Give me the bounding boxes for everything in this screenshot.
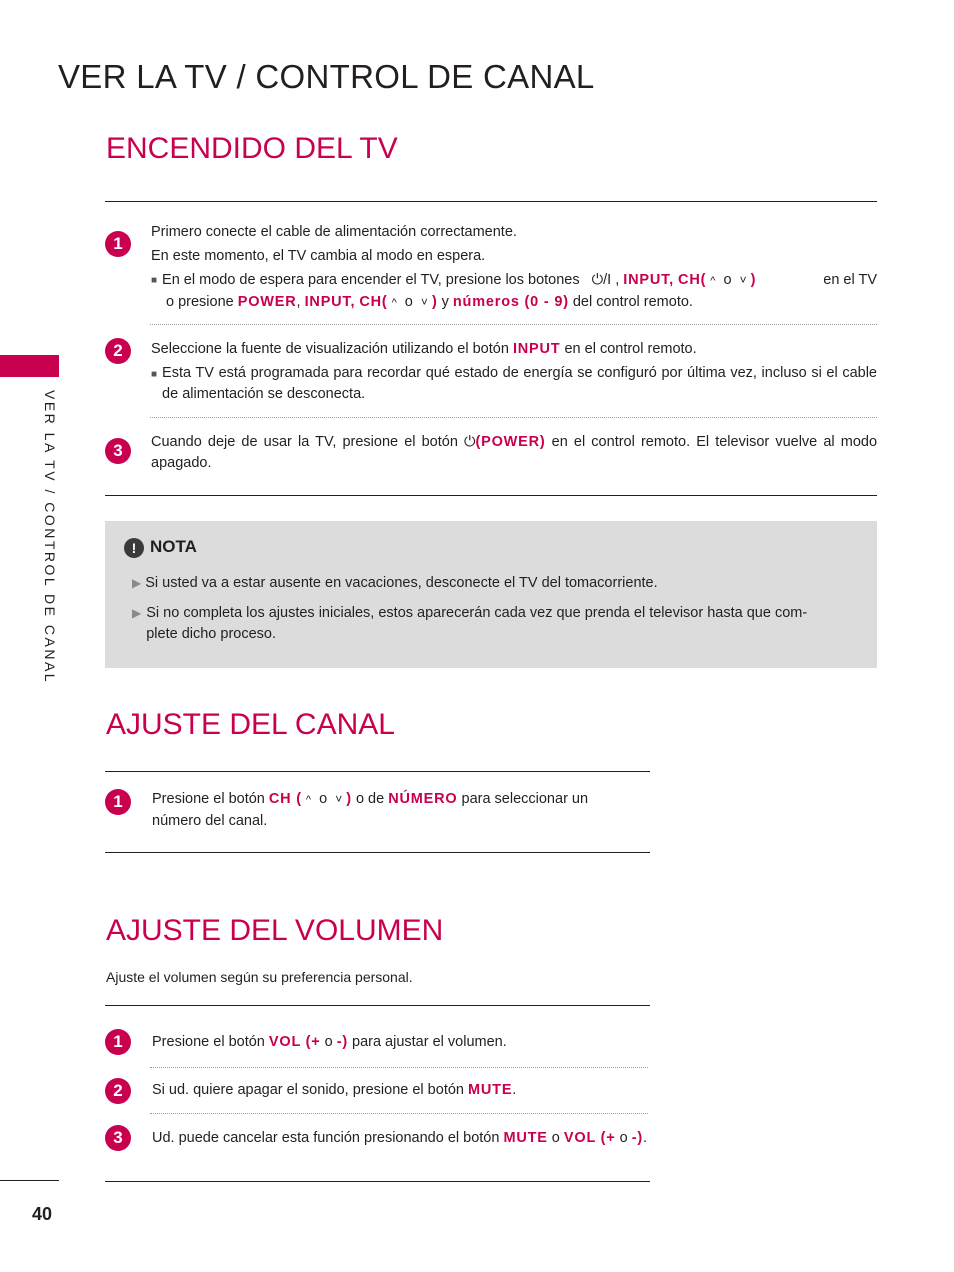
step-number: 2	[105, 1078, 131, 1104]
square-bullet-icon: ■	[151, 275, 158, 286]
vol-label: VOL (+	[268, 1034, 321, 1050]
sidebar-accent-bar	[0, 355, 59, 377]
step-2-text	[151, 339, 877, 405]
step-1-text	[151, 222, 877, 314]
canal-step-1-text	[152, 789, 632, 832]
volumen-step-2-text	[152, 1080, 516, 1101]
bullet-text: o presione	[166, 294, 234, 310]
footer-rule	[0, 1180, 59, 1181]
minus-label: -)	[631, 1130, 643, 1146]
close-paren: )	[431, 294, 438, 310]
page-title: VER LA TV / CONTROL DE CANAL	[58, 58, 595, 95]
volumen-step-3-text	[152, 1128, 647, 1149]
power-label: (POWER)	[475, 434, 546, 450]
section-title-canal: AJUSTE DEL CANAL	[106, 708, 395, 741]
separator: ,	[611, 272, 620, 288]
step-2-bullet	[151, 363, 877, 405]
o-text: o	[404, 294, 413, 310]
numero-label: NÚMERO	[388, 791, 458, 807]
mute-label: MUTE	[503, 1130, 548, 1146]
ch-label: CH (	[268, 791, 302, 807]
sidebar-label: VER LA TV / CONTROL DE CANAL	[42, 390, 58, 685]
bullet-text-end: en el TV	[823, 272, 877, 288]
step-number: 1	[105, 231, 131, 257]
step-1-bullet-line-2: o presione POWER, INPUT, CH( ^ o ˅ ) y números (0 - 9) del control remoto.	[166, 294, 693, 310]
step-text-end: .	[642, 1130, 648, 1146]
step-text-end: en el control remoto.	[564, 341, 697, 357]
step-1-line-2: En este momento, el TV cambia al modo en espera.	[151, 248, 486, 264]
close-paren: )	[346, 791, 352, 807]
step-1-line-1: Primero conecte el cable de alimentación correctamente.	[151, 224, 517, 240]
volumen-intro: Ajuste el volumen según su preferencia personal.	[106, 969, 413, 985]
step-text: Seleccione la fuente de visualización utilizando el botón	[151, 341, 509, 357]
exclamation-icon: !	[124, 538, 144, 558]
volumen-step-1-text	[152, 1032, 507, 1053]
mute-label: MUTE	[468, 1082, 513, 1098]
note-title: NOTA	[150, 537, 197, 556]
y-text: y	[441, 294, 449, 310]
input-label: INPUT	[512, 341, 561, 357]
dotted-divider	[150, 1067, 648, 1068]
minus-label: -)	[336, 1034, 348, 1050]
ch-label: CH(	[678, 272, 707, 288]
step-number: 3	[105, 438, 131, 464]
chevron-up-icon: ^	[391, 297, 397, 309]
step-number: 1	[105, 789, 131, 815]
section-rule	[105, 1181, 650, 1182]
triangle-bullet-icon: ▶	[132, 576, 142, 590]
o-text: o	[619, 1130, 628, 1146]
step-text: Ud. puede cancelar esta función presionando el botón	[152, 1130, 500, 1146]
power-label: POWER	[237, 294, 297, 310]
input-label: INPUT	[623, 272, 670, 288]
note-item	[132, 573, 832, 594]
step-text-end: en el control remoto. El televisor vuelve al modo apagado.	[151, 434, 878, 471]
triangle-bullet-icon: ▶	[132, 606, 142, 620]
step-text: Presione el botón	[152, 791, 265, 807]
chevron-up-icon: ^	[710, 275, 716, 287]
dotted-divider	[150, 1113, 648, 1114]
step-number: 2	[105, 338, 131, 364]
step-2-line-1	[151, 339, 877, 360]
ch-label: CH(	[359, 294, 388, 310]
o-text: o	[551, 1130, 560, 1146]
o-text: o	[723, 272, 732, 288]
section-title-encendido: ENCENDIDO DEL TV	[106, 132, 398, 165]
step-text: Cuando deje de usar la TV, presione el botón	[151, 434, 458, 450]
step-text: Presione el botón	[152, 1034, 265, 1050]
vol-label: VOL (+	[563, 1130, 616, 1146]
section-rule	[105, 495, 877, 496]
section-rule	[105, 771, 650, 772]
chevron-up-icon: ^	[305, 794, 312, 806]
step-3-text	[151, 432, 877, 474]
power-icon: ⏻	[464, 434, 476, 450]
bullet-text: Esta TV está programada para recordar qué estado de energía se configuró por última vez, incluso si el cable de alimentación se desconecta.	[162, 365, 877, 402]
dotted-divider	[150, 417, 877, 418]
note-item-text: Si no completa los ajustes iniciales, estos aparecerán cada vez que prenda el televisor hasta que com-plete dicho proceso.	[146, 605, 808, 642]
step-text: Si ud. quiere apagar el sonido, presione el botón	[152, 1082, 464, 1098]
step-text-end: para ajustar el volumen.	[352, 1034, 507, 1050]
bullet-text-end: del control remoto.	[572, 294, 693, 310]
section-rule	[105, 201, 877, 202]
close-paren: )	[750, 272, 757, 288]
page-number: 40	[32, 1204, 53, 1224]
step-1-bullet-line-1: ■ En el modo de espera para encender el TV, presione los botones ⏻/I , INPUT, CH( ^ o ˅ ) en el TV	[151, 270, 877, 292]
dotted-divider	[150, 324, 877, 325]
input-label: INPUT	[304, 294, 351, 310]
section-rule	[105, 852, 650, 853]
bullet-text: En el modo de espera para encender el TV, presione los botones	[162, 272, 580, 288]
power-onoff-icon: ⏻/I	[591, 272, 612, 288]
chevron-down-icon: ˅	[739, 273, 747, 287]
section-title-volumen: AJUSTE DEL VOLUMEN	[106, 914, 444, 947]
note-box	[105, 521, 877, 668]
note-item-text: Si usted va a estar ausente en vacaciones, desconecte el TV del tomacorriente.	[145, 575, 658, 591]
chevron-down-icon: ˅	[420, 295, 428, 309]
chevron-down-icon: ˅	[335, 792, 343, 806]
numeros-label: números (0 - 9)	[452, 294, 569, 310]
step-text-end: .	[512, 1082, 517, 1098]
step-text-end: para seleccionar un número del canal.	[152, 791, 589, 829]
step-number: 3	[105, 1125, 131, 1151]
square-bullet-icon: ■	[151, 369, 158, 380]
note-item	[132, 603, 832, 645]
step-number: 1	[105, 1029, 131, 1055]
step-text: o de	[355, 791, 385, 807]
o-text: o	[319, 791, 328, 807]
o-text: o	[324, 1034, 333, 1050]
section-rule	[105, 1005, 650, 1006]
